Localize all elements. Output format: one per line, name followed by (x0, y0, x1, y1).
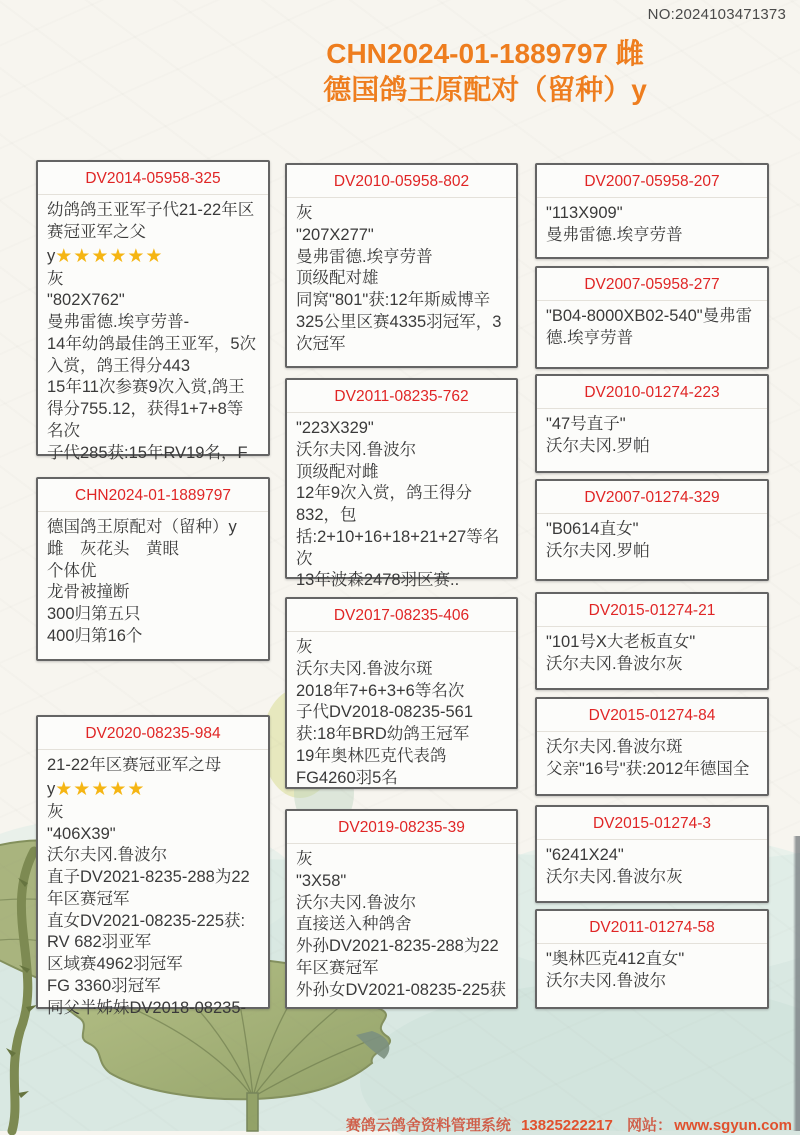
pedigree-line-text: "47号直子" (546, 415, 626, 433)
pedigree-line (296, 225, 507, 247)
pedigree-line (546, 949, 758, 971)
pedigree-notes (287, 632, 516, 795)
pedigree-line (47, 824, 259, 846)
pedigree-line-text: "101号X大老板直女" (546, 633, 696, 651)
pedigree-line (47, 626, 259, 648)
pedigree-line-text: 同父半姊妹DV2018-08235- (47, 998, 246, 1017)
ring-number: DV2011-01274-58 (537, 911, 767, 944)
pedigree-line-text: "6241X24" (546, 846, 624, 864)
pedigree-box (535, 909, 769, 1009)
pedigree-line-text: "奥林匹克412直女" (546, 950, 685, 968)
pedigree-line-text: 曼弗雷德.埃亨劳普 (546, 225, 683, 244)
pedigree-line-text: 2018年7+6+3+6等名次 (296, 681, 465, 700)
pedigree-line-text: "406X39" (47, 824, 116, 843)
pedigree-line-text: 顶级配对雌 (296, 462, 379, 481)
pedigree-line (296, 418, 507, 440)
pedigree-notes (537, 409, 767, 464)
pedigree-box (285, 809, 518, 1009)
pedigree-line-text: 13年波森2478羽区赛.. (296, 571, 460, 590)
pedigree-line-text: 曼弗雷德.埃亨劳普 (296, 247, 433, 266)
ring-number: DV2019-08235-39 (287, 811, 516, 844)
ring-number: DV2010-01274-223 (537, 376, 767, 409)
pedigree-line (296, 659, 507, 681)
pedigree-line-text: "223X329" (296, 419, 374, 437)
pedigree-line-text: 灰 (296, 204, 313, 222)
ring-number: DV2015-01274-3 (537, 807, 767, 840)
pedigree-line (546, 541, 758, 563)
pedigree-line-text: FG4260羽5名 (296, 768, 398, 787)
ring-number: DV2011-08235-762 (287, 380, 516, 413)
pedigree-box (36, 477, 270, 661)
pedigree-line (47, 269, 259, 291)
pedigree-line (47, 755, 259, 802)
pedigree-line (296, 440, 507, 462)
pedigree-line (47, 604, 259, 626)
pedigree-line (296, 570, 507, 592)
pedigree-line-text: 沃尔夫冈.鲁波尔 (546, 971, 667, 990)
pedigree-line-text: 沃尔夫冈.罗帕 (546, 541, 650, 560)
pedigree-line (546, 436, 758, 458)
pedigree-line (546, 519, 758, 541)
pedigree-line-text: 外孙DV2021-8235-288为22年区赛冠军 (296, 937, 499, 977)
pedigree-notes (537, 944, 767, 999)
pedigree-line-text: "802X762" (47, 291, 125, 310)
pedigree-line-text: 德国鸽王原配对（留种）y (47, 518, 237, 536)
title-ring-line: CHN2024-01-1889797 雌 (326, 38, 644, 69)
pedigree-notes (287, 844, 516, 1007)
pedigree-line (47, 954, 259, 976)
pedigree-line-text: 曼弗雷德.埃亨劳普- (47, 313, 190, 332)
pedigree-line (296, 290, 507, 355)
pedigree-line-text: 14年幼鸽最佳鸽王亚军，5次入赏，鸽王得分443 (47, 334, 257, 375)
pedigree-line (546, 845, 758, 867)
pedigree-line (546, 225, 758, 247)
pedigree-line-text: 沃尔夫冈.鲁波尔灰 (546, 654, 683, 673)
pedigree-line (47, 200, 259, 269)
pedigree-line-text: 19年奥林匹克代表鸽 (296, 746, 447, 765)
ring-number: DV2015-01274-21 (537, 594, 767, 627)
pedigree-line (47, 290, 259, 312)
pedigree-line-text: 灰 (47, 802, 64, 821)
pedigree-column-parents (285, 0, 518, 1131)
pedigree-line-text: 个体优 (47, 561, 97, 580)
pedigree-box (36, 715, 270, 1017)
pedigree-column-grandparents (535, 0, 769, 1131)
pedigree-box (535, 266, 769, 369)
system-name: 赛鸽云鸽舍资料管理系统 (345, 1117, 511, 1134)
pedigree-line (296, 203, 507, 225)
pedigree-line (47, 867, 259, 911)
pedigree-column-subject (36, 0, 270, 1131)
footer-branding (340, 1114, 792, 1135)
pedigree-line (47, 443, 259, 465)
star-rating: ★★★★★★ (55, 245, 164, 267)
star-rating: ★★★★★ (55, 778, 146, 800)
ring-number: DV2007-05958-277 (537, 268, 767, 301)
pedigree-box (535, 374, 769, 473)
pedigree-line (546, 867, 758, 889)
ring-number: DV2010-05958-802 (287, 165, 516, 198)
pedigree-box (535, 479, 769, 581)
site-label: 网站： (627, 1117, 673, 1134)
pedigree-line-text: 子代285获:15年RV19名，F (47, 443, 248, 462)
ring-number: DV2020-08235-984 (38, 717, 268, 750)
pedigree-line-text: 获:18年BRD幼鸽王冠军 (296, 725, 470, 744)
ring-number: DV2014-05958-325 (38, 162, 268, 195)
ring-number: DV2007-01274-329 (537, 481, 767, 514)
pedigree-line-text: 外孙女DV2021-08235-225获 (296, 980, 507, 999)
pedigree-line-text: 子代DV2018-08235-561 (296, 703, 474, 722)
pedigree-line (296, 483, 507, 570)
pedigree-notes (38, 750, 268, 1026)
pedigree-line (47, 312, 259, 334)
pedigree-notes (537, 627, 767, 682)
pedigree-line-text: 幼鸽鸽王亚军子代21-22年区赛冠亚军之父y (47, 201, 255, 265)
site-url: www.sgyun.com (674, 1117, 792, 1134)
pedigree-line (296, 268, 507, 290)
pedigree-line (546, 737, 758, 759)
ring-number: CHN2024-01-1889797 (38, 479, 268, 512)
pedigree-line (47, 561, 259, 583)
phone-number: 13825222217 (521, 1117, 613, 1134)
pedigree-line-text: 直子DV2021-8235-288为22年区赛冠军 (47, 868, 250, 908)
pedigree-line-text: "113X909" (546, 204, 623, 222)
pedigree-line (47, 998, 259, 1020)
pedigree-line-text: 灰 (296, 850, 313, 868)
pedigree-line (296, 247, 507, 269)
pedigree-line (296, 746, 507, 768)
pedigree-line-text: 沃尔夫冈.鲁波尔斑 (296, 659, 433, 678)
pedigree-line-text: 400归第16个 (47, 626, 143, 645)
pedigree-box (535, 592, 769, 690)
pedigree-line-text: 沃尔夫冈.罗帕 (546, 436, 650, 455)
pedigree-line-text: 雌 灰花头 黄眼 (47, 539, 179, 558)
pedigree-box (535, 805, 769, 903)
pedigree-line-text: FG 3360羽冠军 (47, 976, 161, 995)
pedigree-line-text: 同窝"801"获:12年斯威博辛325公里区赛4335羽冠军，3次冠军 (296, 291, 502, 353)
pedigree-line (546, 971, 758, 993)
pedigree-line (296, 681, 507, 703)
pedigree-box (535, 163, 769, 259)
ring-number: DV2007-05958-207 (537, 165, 767, 198)
pedigree-box (285, 378, 518, 590)
pedigree-line-text: 沃尔夫冈.鲁波尔灰 (546, 867, 683, 886)
title-description-line: 德国鸽王原配对（留种）y (323, 74, 647, 106)
pedigree-line-text: 灰 (296, 638, 313, 656)
pedigree-line (546, 306, 758, 350)
ring-number: DV2015-01274-84 (537, 699, 767, 732)
pedigree-line (47, 377, 259, 442)
pedigree-line (47, 911, 259, 933)
pedigree-line (296, 702, 507, 724)
scan-edge-shadow (793, 836, 800, 1131)
pedigree-notes (537, 301, 767, 356)
pedigree-line (47, 539, 259, 561)
pedigree-line-text: 12年9次入赏，鸽王得分832，包括:2+10+16+18+21+27等名次 (296, 484, 500, 568)
pedigree-notes (537, 840, 767, 895)
pedigree-line-text: "B0614直女" (546, 520, 639, 538)
pedigree-line (546, 414, 758, 436)
pedigree-line (296, 893, 507, 915)
pedigree-line-text: "B04-8000XB02-540"曼弗雷德.埃亨劳普 (546, 307, 753, 347)
pedigree-line (296, 849, 507, 871)
pedigree-line-text: "3X58" (296, 871, 347, 890)
pedigree-line-text: "207X277" (296, 225, 374, 244)
pedigree-line (546, 632, 758, 654)
pedigree-line-text: 沃尔夫冈.鲁波尔 (47, 846, 168, 865)
pedigree-line (296, 936, 507, 980)
pedigree-notes (38, 512, 268, 654)
pedigree-line (47, 582, 259, 604)
pedigree-line-text: 沃尔夫冈.鲁波尔斑 (546, 738, 683, 756)
pedigree-line-text: 300归第五只 (47, 605, 141, 624)
pedigree-box (36, 160, 270, 462)
document-number: NO:2024103471373 (647, 6, 786, 23)
pedigree-line-text: 沃尔夫冈.鲁波尔 (296, 893, 417, 912)
pedigree-line (296, 980, 507, 1002)
ring-number: DV2017-08235-406 (287, 599, 516, 632)
pedigree-line (296, 914, 507, 936)
pedigree-notes (38, 195, 268, 471)
pedigree-notes (287, 413, 516, 598)
pedigree-line (546, 654, 758, 676)
pedigree-line (296, 724, 507, 746)
pedigree-notes (537, 198, 767, 253)
pedigree-line-text: 沃尔夫冈.鲁波尔 (296, 440, 417, 459)
pedigree-line (47, 517, 259, 539)
pedigree-line-text: 区域赛4962羽冠军 (47, 955, 183, 974)
pedigree-line (296, 637, 507, 659)
pedigree-line (47, 845, 259, 867)
pedigree-line (546, 759, 758, 781)
pedigree-notes (287, 198, 516, 361)
pedigree-line (546, 203, 758, 225)
pedigree-notes (537, 732, 767, 787)
pedigree-box (535, 697, 769, 796)
pedigree-line (47, 976, 259, 998)
pedigree-line-text: 直女DV2021-08235-225获: (47, 911, 246, 930)
pedigree-box (285, 163, 518, 368)
pedigree-line (296, 462, 507, 484)
pedigree-line-text: 21-22年区赛冠亚军之母y (47, 756, 222, 798)
pedigree-line-text: 龙骨被撞断 (47, 583, 130, 602)
pedigree-notes (537, 514, 767, 569)
pedigree-line (47, 334, 259, 378)
pedigree-box (285, 597, 518, 789)
page-title (170, 36, 800, 109)
pedigree-line (296, 768, 507, 790)
pedigree-line-text: 父亲"16号"获:2012年德国全 (546, 759, 750, 778)
pedigree-line (47, 932, 259, 954)
pedigree-line-text: 灰 (47, 269, 64, 288)
pedigree-line-text: 顶级配对雄 (296, 269, 379, 288)
pedigree-line-text: RV 682羽亚军 (47, 933, 152, 952)
pedigree-line-text: 直接送入种鸽舍 (296, 915, 412, 934)
pedigree-line (296, 871, 507, 893)
pedigree-line (47, 802, 259, 824)
pedigree-line-text: 15年11次参赛9次入赏,鸽王得分755.12，获得1+7+8等名次 (47, 378, 245, 440)
